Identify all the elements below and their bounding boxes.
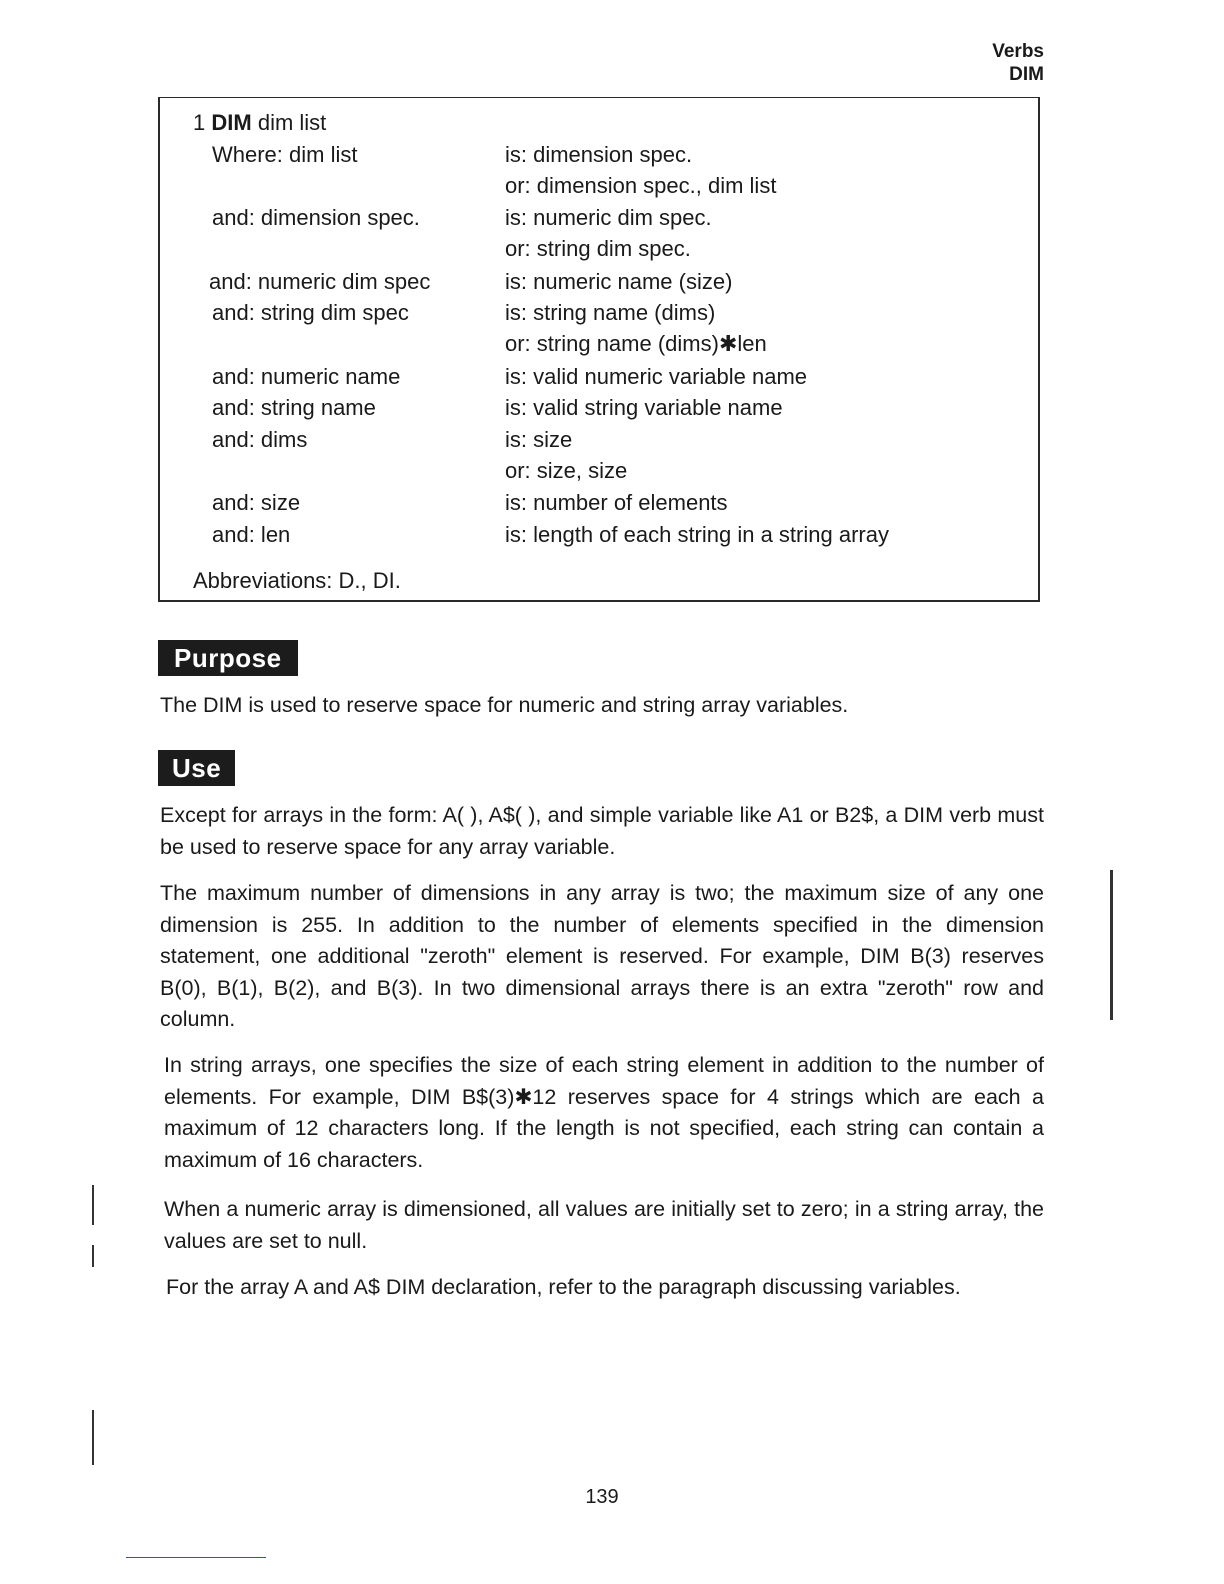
bottom-rule [126,1557,266,1558]
page-number: 139 [585,1486,619,1508]
scan-margin-mark [92,1245,94,1267]
syntax-box [158,97,1040,602]
use-paragraph: For the array A and A$ DIM declaration, refer to the paragraph discussing variables. [166,1275,961,1299]
header-section: Verbs [992,41,1044,62]
scan-margin-mark [1110,870,1113,1020]
syntax-row-lhs: and: dimension spec. [212,205,420,230]
page-header [992,40,1044,86]
header-topic: DIM [1009,64,1044,85]
syntax-row-rhs: is: dimension spec. [505,142,693,167]
scan-margin-mark [92,1410,94,1465]
syntax-row-rhs: is: numeric name (size) [505,269,733,294]
syntax-row-lhs: and: string name [212,395,376,420]
syntax-row-rhs: is: length of each string in a string array [505,522,889,547]
syntax-row-lhs: and: len [212,522,291,547]
syntax-row-rhs: or: size, size [505,458,628,483]
use-paragraph: When a numeric array is dimensioned, all values are initially set to zero; in a string array, the values are set to null. [164,1197,1044,1253]
use-paragraph: The maximum number of dimensions in any array is two; the maximum size of any one dimension is 255. In addition to the number of elements specified in the dimension statement, one additional "zeroth" element is reserved. For example, DIM B(3) reserves B(0), B(1), B(2), and B(3). In two dimensional arrays there is an extra "zeroth" row and column. [160,881,1044,1031]
syntax-row-rhs: is: size [505,427,573,452]
syntax-row-lhs: and: dims [212,427,308,452]
syntax-row-lhs: and: numeric dim spec [209,269,431,294]
use-paragraph: Except for arrays in the form: A( ), A$( ), and simple variable like A1 or B2$, a DIM verb must be used to reserve space for any array variable. [160,803,1044,859]
purpose-heading: Purpose [158,640,298,676]
syntax-row-rhs: or: string dim spec. [505,236,691,261]
abbreviations: Abbreviations: D., DI. [193,568,401,593]
use-heading: Use [158,750,235,786]
syntax-row-rhs: is: number of elements [505,490,728,515]
syntax-row-rhs: or: string name (dims)✱len [505,331,767,356]
syntax-row-rhs: is: string name (dims) [505,300,716,325]
syntax-row-lhs: and: size [212,490,301,515]
syntax-row-rhs: is: valid string variable name [505,395,783,420]
syntax-row-rhs: is: numeric dim spec. [505,205,712,230]
syntax-row-lhs: and: numeric name [212,364,401,389]
syntax-row-rhs: or: dimension spec., dim list [505,173,777,198]
scan-margin-mark [92,1185,94,1225]
syntax-number: 1 [193,110,206,135]
use-paragraph: In string arrays, one specifies the size of each string element in addition to the number of elements. For example, DIM B$(3)✱12 reserves space for 4 strings which are each a maximum of 12 characters long. If the length is not specified, each string can contain a maximum of 16 characters. [164,1053,1044,1172]
syntax-argument: dim list [257,110,327,135]
syntax-row-lhs: and: string dim spec [212,300,409,325]
syntax-row-rhs: is: valid numeric variable name [505,364,808,389]
purpose-text: The DIM is used to reserve space for numeric and string array variables. [160,693,849,717]
syntax-row-lhs: Where: dim list [212,142,358,167]
syntax-title [193,110,326,136]
syntax-keyword: DIM [211,110,252,135]
